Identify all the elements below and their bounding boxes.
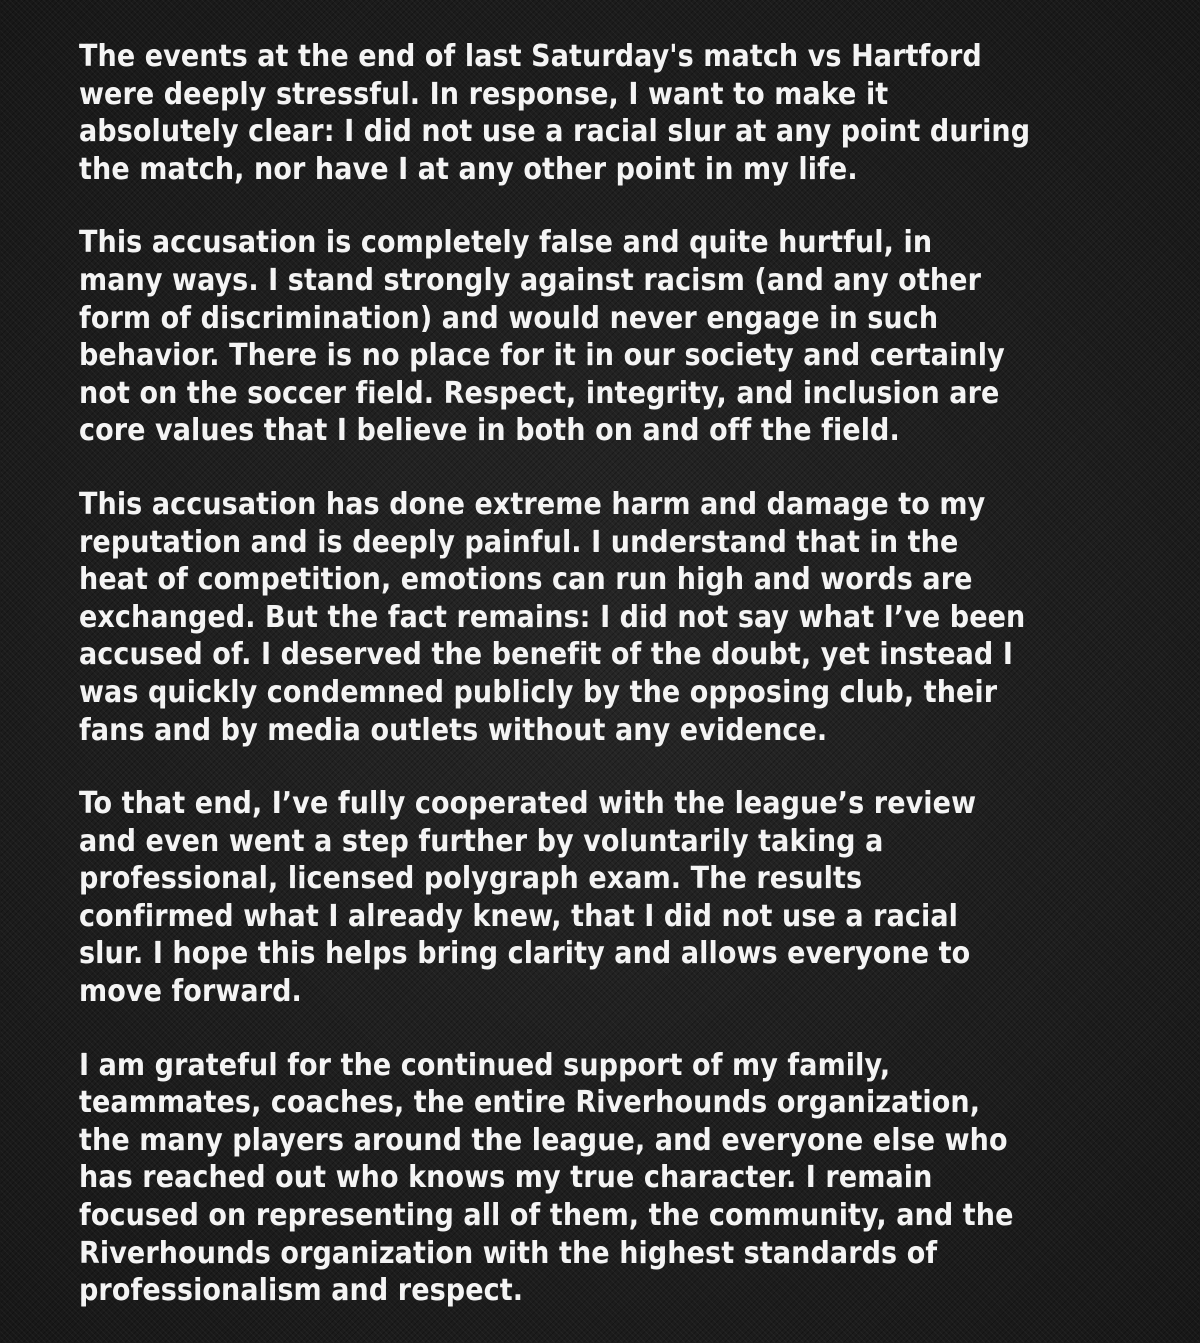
statement-line: absolutely clear: I did not use a racial slur at any point during — [79, 114, 1031, 150]
statement-line: professional, licensed polygraph exam. The results — [79, 861, 863, 897]
statement-paragraph-3 — [79, 486, 1149, 749]
statement-line: This accusation is completely false and quite hurtful, in — [79, 225, 933, 261]
statement-paragraph-5 — [79, 1047, 1149, 1310]
statement-line: Riverhounds organization with the highest standards of — [79, 1235, 938, 1271]
statement-line: heat of competition, emotions can run high and words are — [79, 562, 973, 598]
statement-paragraph-1 — [79, 38, 1149, 188]
statement-line: core values that I believe in both on and off the field. — [79, 413, 900, 449]
statement-line: many ways. I stand strongly against racism (and any other — [79, 262, 981, 298]
statement-line: exchanged. But the fact remains: I did not say what I’ve been — [79, 599, 1026, 635]
statement-line: The events at the end of last Saturday's match vs Hartford — [79, 39, 982, 74]
statement-line: reputation and is deeply painful. I understand that in the — [79, 524, 959, 560]
statement-line: accused of. I deserved the benefit of the doubt, yet instead I — [79, 637, 1013, 673]
statement-line: professionalism and respect. — [79, 1273, 524, 1309]
statement-line: has reached out who knows my true character. I remain — [79, 1160, 933, 1196]
statement-line: was quickly condemned publicly by the opposing club, their — [79, 674, 998, 710]
statement-line: the match, nor have I at any other point in my life. — [79, 151, 858, 187]
statement-line: the many players around the league, and everyone else who — [79, 1122, 1008, 1158]
statement-line: were deeply stressful. In response, I want to make it — [79, 76, 889, 112]
statement-line: teammates, coaches, the entire Riverhounds organization, — [79, 1085, 981, 1121]
statement-line: and even went a step further by voluntarily taking a — [79, 823, 884, 859]
statement-line: slur. I hope this helps bring clarity and allows everyone to — [79, 936, 971, 972]
statement-text — [79, 38, 1149, 1310]
statement-line: focused on representing all of them, the community, and the — [79, 1198, 1014, 1234]
statement-line: behavior. There is no place for it in our society and certainly — [79, 338, 1005, 374]
statement-line: fans and by media outlets without any evidence. — [79, 712, 828, 748]
statement-paragraph-4 — [79, 785, 1149, 1011]
statement-line: move forward. — [79, 974, 302, 1010]
statement-paragraph-2 — [79, 224, 1149, 450]
statement-line: confirmed what I already knew, that I did not use a racial — [79, 898, 958, 934]
statement-line: not on the soccer field. Respect, integrity, and inclusion are — [79, 375, 1000, 411]
statement-line: To that end, I’ve fully cooperated with the league’s review — [79, 786, 977, 822]
statement-line: This accusation has done extreme harm and damage to my — [79, 486, 986, 522]
statement-line: form of discrimination) and would never engage in such — [79, 300, 939, 336]
statement-line: I am grateful for the continued support of my family, — [79, 1047, 891, 1083]
